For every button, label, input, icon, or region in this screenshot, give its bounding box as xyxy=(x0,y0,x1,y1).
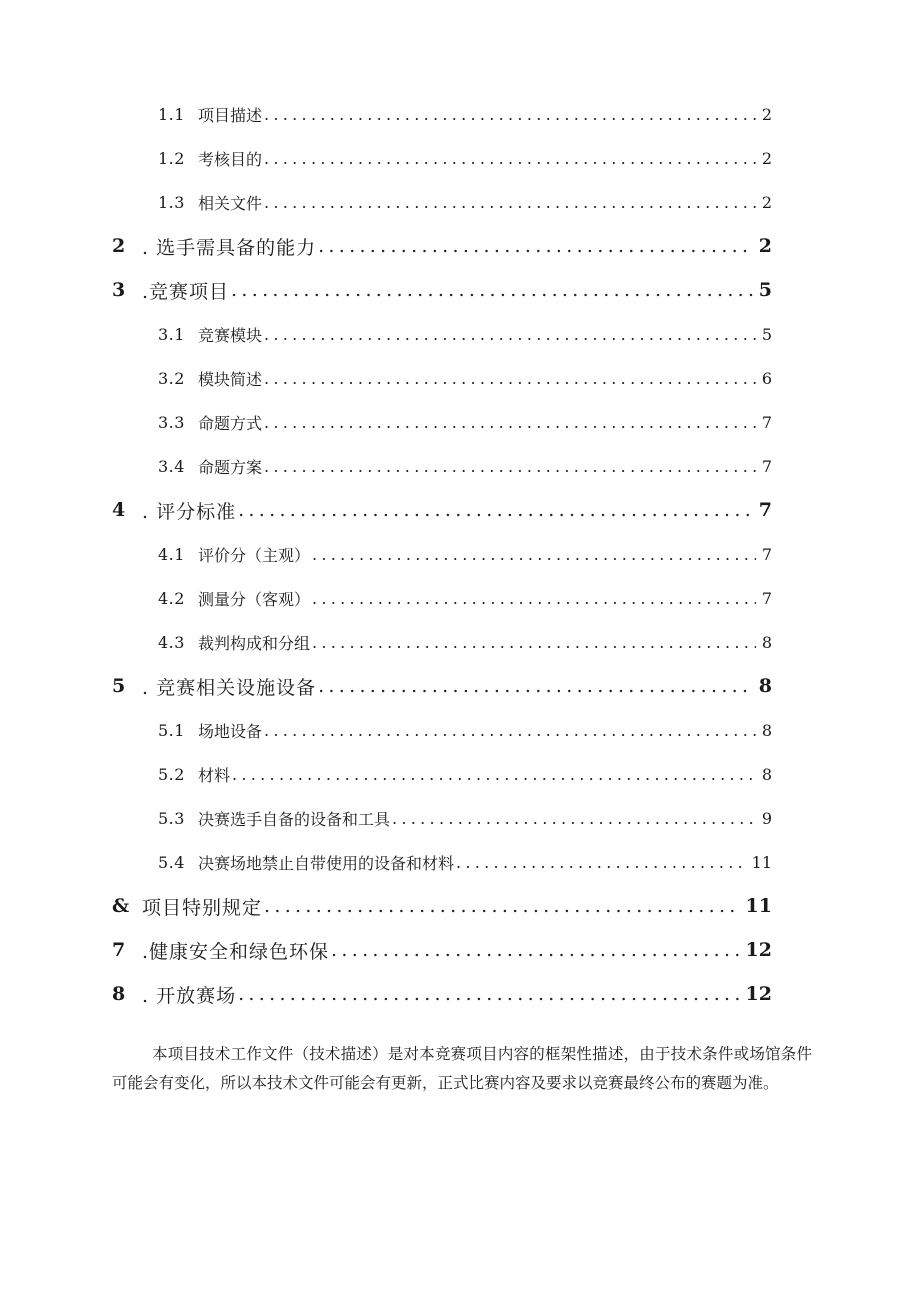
toc-entry-title: 决赛场地禁止自带使用的设备和材料 xyxy=(198,853,455,873)
toc-subsection-entry xyxy=(0,752,920,796)
toc-entry-page-number: 2 xyxy=(761,148,772,168)
toc-entry-title: 命题方案 xyxy=(198,457,263,477)
table-of-contents xyxy=(0,92,920,1016)
dot-leader xyxy=(312,589,756,608)
toc-entry-title: 决赛选手自备的设备和工具 xyxy=(198,809,391,829)
toc-subsection-entry xyxy=(0,356,920,400)
toc-section-entry xyxy=(0,664,920,708)
toc-entry-number: 3.4 xyxy=(158,456,185,476)
dot-leader xyxy=(456,853,746,872)
toc-entry-page-number: 7 xyxy=(761,588,772,608)
toc-entry-title: 场地设备 xyxy=(198,721,263,741)
toc-entry-number: 5.3 xyxy=(158,808,185,828)
toc-entry-title: 相关文件 xyxy=(198,193,263,213)
toc-entry-number: 3 xyxy=(112,279,126,301)
toc-entry-page-number: 12 xyxy=(745,939,772,961)
toc-entry-number: 3.3 xyxy=(158,412,185,432)
dot-leader xyxy=(264,325,756,344)
toc-entry-page-number: 12 xyxy=(745,983,772,1005)
dot-leader xyxy=(318,675,753,697)
toc-entry-title: 竞赛模块 xyxy=(198,325,263,345)
dot-leader xyxy=(264,193,756,212)
toc-entry-title: .竞赛项目 xyxy=(142,280,230,303)
toc-entry-page-number: 2 xyxy=(758,235,772,257)
toc-section-entry xyxy=(0,224,920,268)
toc-subsection-entry xyxy=(0,312,920,356)
toc-entry-page-number: 11 xyxy=(751,852,772,872)
toc-entry-page-number: 9 xyxy=(761,808,772,828)
toc-entry-number: 5.1 xyxy=(158,720,185,740)
toc-entry-page-number: 8 xyxy=(761,720,772,740)
dot-leader xyxy=(264,149,756,168)
toc-section-entry xyxy=(0,928,920,972)
toc-subsection-entry xyxy=(0,180,920,224)
dot-leader xyxy=(232,765,756,784)
dot-leader xyxy=(392,809,756,828)
dot-leader xyxy=(264,413,756,432)
toc-section-entry xyxy=(0,972,920,1016)
toc-subsection-entry xyxy=(0,400,920,444)
toc-entry-title: . 选手需具备的能力 xyxy=(142,236,317,259)
toc-entry-page-number: 7 xyxy=(761,456,772,476)
dot-leader xyxy=(238,983,739,1005)
toc-entry-page-number: 5 xyxy=(758,279,772,301)
toc-entry-page-number: 2 xyxy=(761,192,772,212)
toc-subsection-entry xyxy=(0,796,920,840)
dot-leader xyxy=(318,235,753,257)
toc-entry-title: . 评分标准 xyxy=(142,500,237,523)
toc-entry-page-number: 6 xyxy=(761,368,772,388)
toc-entry-number: & xyxy=(112,895,130,917)
toc-subsection-entry xyxy=(0,840,920,884)
toc-entry-number: 1.1 xyxy=(158,104,185,124)
dot-leader xyxy=(264,721,756,740)
toc-entry-page-number: 8 xyxy=(758,675,772,697)
toc-entry-number: 8 xyxy=(112,983,126,1005)
toc-entry-number: 3.2 xyxy=(158,368,185,388)
toc-entry-number: 7 xyxy=(112,939,126,961)
dot-leader xyxy=(231,279,753,301)
toc-entry-number: 1.3 xyxy=(158,192,185,212)
toc-entry-title: 评价分（主观） xyxy=(198,545,311,565)
toc-section-entry xyxy=(0,884,920,928)
toc-entry-title: .健康安全和绿色环保 xyxy=(142,940,330,963)
toc-entry-title: 项目描述 xyxy=(198,105,263,125)
toc-entry-number: 4 xyxy=(112,499,126,521)
note-paragraph: 本项目技术工作文件（技术描述）是对本竞赛项目内容的框架性描述，由于技术条件或场馆条件可能会有变化，所以本技术文件可能会有更新，正式比赛内容及要求以竞赛最终公布的赛题为准。 xyxy=(112,1044,812,1092)
toc-entry-page-number: 8 xyxy=(761,764,772,784)
toc-subsection-entry xyxy=(0,444,920,488)
dot-leader xyxy=(238,499,753,521)
toc-entry-title: . 竞赛相关设施设备 xyxy=(142,676,317,699)
toc-entry-title: 材料 xyxy=(198,765,231,785)
toc-entry-number: 4.3 xyxy=(158,632,185,652)
dot-leader xyxy=(264,895,740,917)
toc-entry-page-number: 7 xyxy=(761,412,772,432)
dot-leader xyxy=(312,633,756,652)
toc-section-entry xyxy=(0,268,920,312)
dot-leader xyxy=(331,939,740,961)
toc-entry-page-number: 2 xyxy=(761,104,772,124)
toc-subsection-entry xyxy=(0,92,920,136)
toc-entry-title: 考核目的 xyxy=(198,149,263,169)
toc-section-entry xyxy=(0,488,920,532)
toc-entry-page-number: 8 xyxy=(761,632,772,652)
toc-entry-title: 命题方式 xyxy=(198,413,263,433)
toc-entry-number: 4.2 xyxy=(158,588,185,608)
toc-subsection-entry xyxy=(0,136,920,180)
toc-entry-title: 裁判构成和分组 xyxy=(198,633,311,653)
dot-leader xyxy=(264,369,756,388)
toc-entry-page-number: 7 xyxy=(761,544,772,564)
toc-entry-page-number: 7 xyxy=(758,499,772,521)
toc-subsection-entry xyxy=(0,708,920,752)
toc-entry-page-number: 5 xyxy=(761,324,772,344)
dot-leader xyxy=(264,105,756,124)
toc-entry-number: 5.2 xyxy=(158,764,185,784)
toc-entry-number: 4.1 xyxy=(158,544,185,564)
toc-entry-title: 项目特别规定 xyxy=(142,896,263,919)
toc-subsection-entry xyxy=(0,532,920,576)
toc-entry-number: 3.1 xyxy=(158,324,185,344)
toc-entry-number: 5.4 xyxy=(158,852,185,872)
toc-entry-number: 2 xyxy=(112,235,126,257)
toc-entry-number: 5 xyxy=(112,675,126,697)
toc-entry-title: . 开放赛场 xyxy=(142,984,237,1007)
toc-entry-number: 1.2 xyxy=(158,148,185,168)
toc-entry-page-number: 11 xyxy=(745,895,772,917)
toc-entry-title: 测量分（客观） xyxy=(198,589,311,609)
toc-entry-title: 模块简述 xyxy=(198,369,263,389)
toc-subsection-entry xyxy=(0,620,920,664)
toc-subsection-entry xyxy=(0,576,920,620)
dot-leader xyxy=(264,457,756,476)
dot-leader xyxy=(312,545,756,564)
